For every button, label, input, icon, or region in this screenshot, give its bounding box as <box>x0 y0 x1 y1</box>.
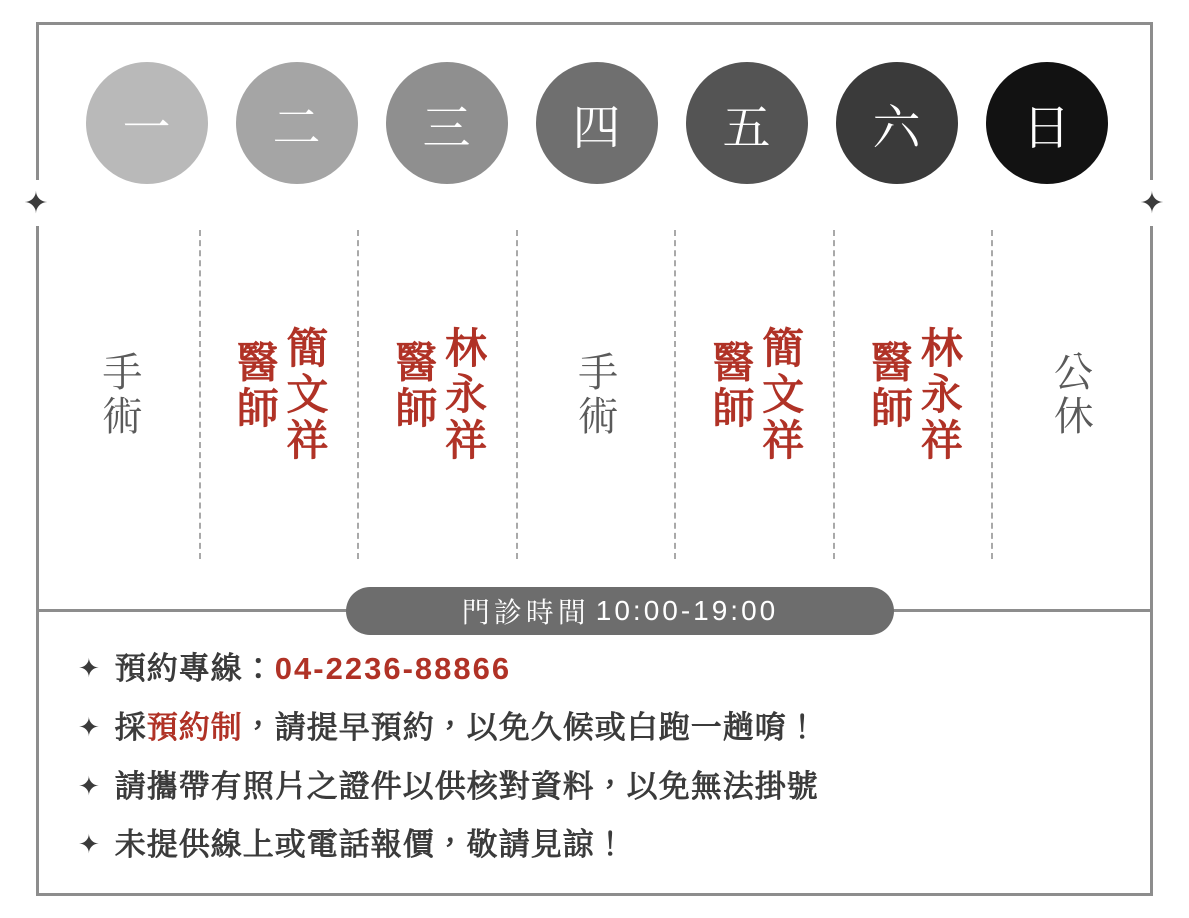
weekday-label: 四 <box>572 101 622 155</box>
diamond-bullet-icon: ✦ <box>78 653 101 683</box>
weekday-label: 日 <box>1022 101 1072 155</box>
schedule-cell-6 <box>833 222 992 567</box>
weekday-circle-7 <box>986 62 1108 184</box>
weekday-circle-2 <box>236 62 358 184</box>
schedule-cell-2 <box>199 222 358 567</box>
weekday-label: 六 <box>872 101 922 155</box>
doctor-title: 醫師 <box>389 339 436 432</box>
doctor-title: 醫師 <box>706 339 753 432</box>
reservation-phone-number: 04-2236-88866 <box>274 651 512 686</box>
note-item <box>78 707 1118 750</box>
weekday-label: 五 <box>722 101 772 155</box>
doctor-entry <box>863 326 962 464</box>
doctor-name: 簡文祥 <box>756 325 803 464</box>
weekday-circle-1 <box>86 62 208 184</box>
note-segment: 採 <box>114 709 147 745</box>
note-item <box>78 648 1118 691</box>
note-segment: ，請提早預約，以免久候或白跑一趟唷！ <box>242 709 819 745</box>
schedule-status-entry <box>571 351 618 439</box>
note-text <box>115 648 511 691</box>
schedule-cell-3 <box>357 222 516 567</box>
doctor-name: 林永祥 <box>438 325 485 464</box>
weekday-circle-3 <box>386 62 508 184</box>
doctor-entry <box>387 326 486 464</box>
diamond-bullet-icon: ✦ <box>78 770 101 801</box>
doctor-entry <box>704 326 803 464</box>
weekday-circle-5 <box>686 62 808 184</box>
note-text <box>115 824 627 867</box>
notes-list <box>78 648 1118 883</box>
diamond-ornament-right-icon: ✦ <box>1139 187 1165 220</box>
weekday-circle-6 <box>836 62 958 184</box>
clinic-hours-time: 10:00-19:00 <box>595 595 779 626</box>
doctor-entry <box>228 326 327 464</box>
schedule-cell-1 <box>40 222 199 567</box>
schedule-status-entry <box>96 351 143 439</box>
weekday-label: 三 <box>422 101 472 155</box>
diamond-bullet-icon: ✦ <box>78 711 101 742</box>
schedule-row <box>40 222 1150 567</box>
clinic-hours-badge <box>346 587 894 635</box>
doctor-title: 醫師 <box>230 339 277 432</box>
doctor-name: 簡文祥 <box>280 325 327 464</box>
diamond-ornament-left-icon: ✦ <box>23 187 49 220</box>
note-segment: 請攜帶有照片之證件以供核對資料，以免無法掛號 <box>114 768 819 804</box>
schedule-cell-4 <box>516 222 675 567</box>
weekday-circle-row <box>86 62 1108 184</box>
schedule-status-label: 手術 <box>572 350 618 439</box>
note-item <box>78 824 1118 867</box>
schedule-status-entry <box>1047 351 1094 439</box>
schedule-status-label: 手術 <box>96 350 142 439</box>
clinic-hours-label: 門診時間 <box>461 597 590 628</box>
doctor-title: 醫師 <box>865 339 912 432</box>
note-segment: 預約專線： <box>114 651 275 686</box>
schedule-cell-7 <box>991 222 1150 567</box>
note-text <box>115 766 819 809</box>
weekday-label: 一 <box>122 101 172 155</box>
schedule-status-label: 公休 <box>1048 350 1094 439</box>
weekday-label: 二 <box>272 101 322 155</box>
schedule-cell-5 <box>674 222 833 567</box>
note-item <box>78 766 1118 809</box>
doctor-name: 林永祥 <box>914 325 961 464</box>
weekday-circle-4 <box>536 62 658 184</box>
note-text <box>115 707 819 750</box>
note-segment: 預約制 <box>146 709 243 745</box>
note-segment: 未提供線上或電話報價，敬請見諒！ <box>114 827 627 863</box>
diamond-bullet-icon: ✦ <box>78 829 101 860</box>
